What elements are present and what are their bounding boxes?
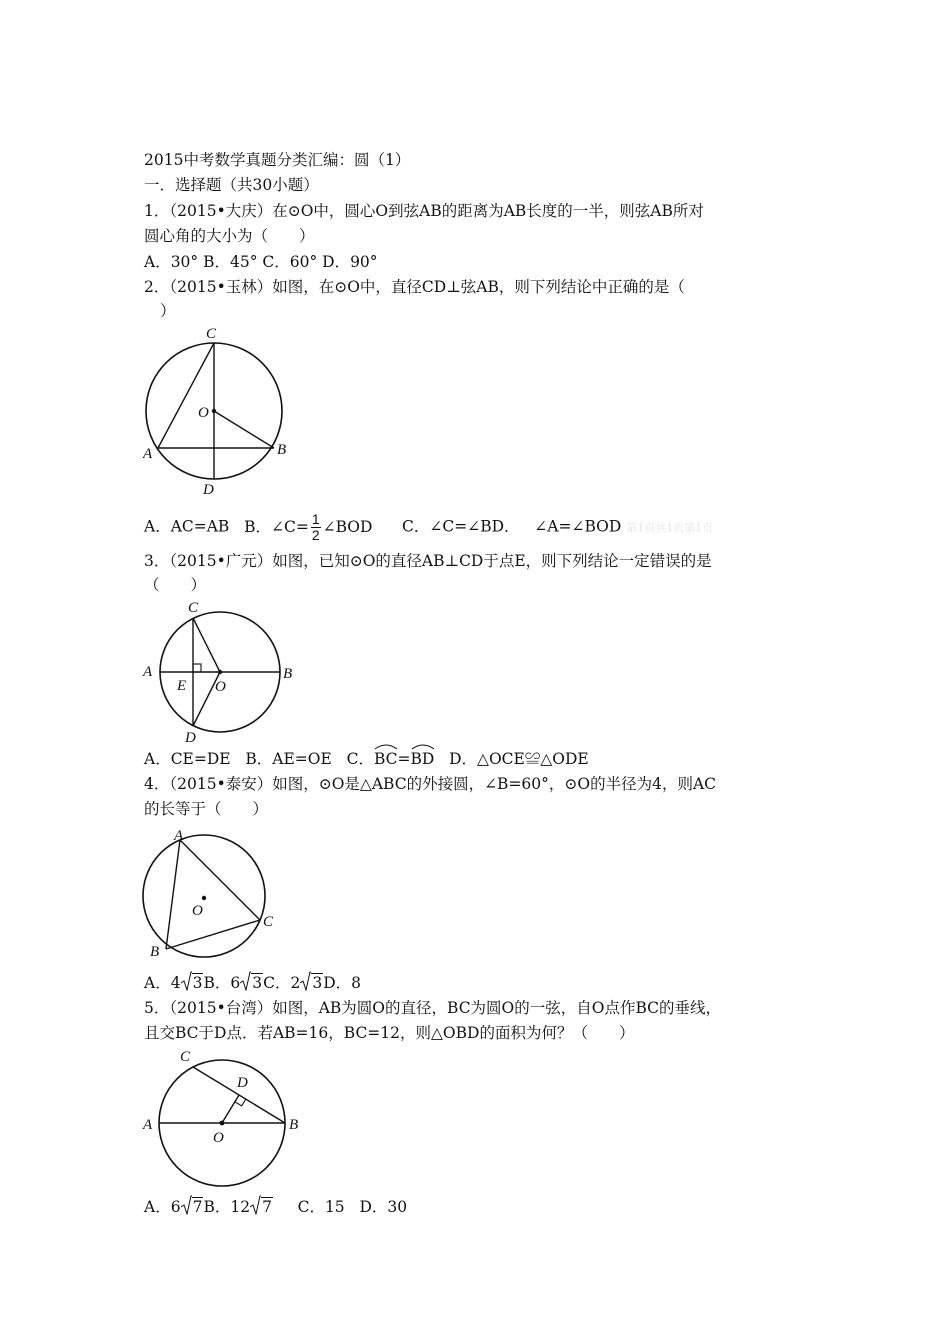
q3-option-b: B．AE=OE	[245, 750, 332, 768]
q4-label-b: B	[150, 944, 160, 960]
q3-figure	[138, 596, 300, 746]
q5-option-c: C．15	[297, 1198, 345, 1216]
q2-source: （2015•玉林）	[169, 278, 273, 296]
page-title: 2015中考数学真题分类汇编：圆（1）	[144, 151, 411, 169]
q4-sqrt-a	[181, 972, 204, 994]
radical-sign-icon	[240, 971, 251, 991]
question-1-options: A．30° B．45° C．60° D．90°	[144, 253, 378, 271]
q2-label-b: B	[277, 442, 287, 458]
q4-text: 如图，⊙O是△ABC的外接圆，∠B=60°，⊙O的半径为4，则AC	[272, 775, 717, 793]
q2-label-d: D	[203, 482, 214, 498]
q5-number: 5．	[144, 999, 170, 1017]
q5-label-b: B	[289, 1117, 299, 1133]
q4-label-c: C	[263, 914, 274, 930]
q2-fraction-denominator: 2	[311, 527, 320, 543]
q1-text: 在⊙O中，圆心O到弦AB的距离为AB长度的一半，则弦AB所对	[272, 202, 704, 220]
q4-option-b-prefix: B．6	[203, 974, 241, 992]
q3-label-d: D	[185, 730, 196, 746]
q3-arc-bd-label: BD	[410, 750, 435, 768]
q2-number: 2．	[144, 278, 170, 296]
q4-option-c-prefix: C．2	[263, 974, 301, 992]
q3-center-dot	[218, 670, 222, 674]
q5-option-d: D．30	[359, 1198, 408, 1216]
q3-source: （2015•广元）	[169, 552, 273, 570]
q5-sqrt-b	[250, 1196, 273, 1218]
q4-option-a	[144, 974, 203, 992]
q3-text: 如图，已知⊙O的直径AB⊥CD于点E，则下列结论一定错误的是	[272, 552, 712, 570]
q4-option-d: D．8	[323, 974, 361, 992]
question-2-line-2: ）	[160, 302, 176, 320]
q4-option-a-prefix: A．4	[144, 974, 181, 992]
q2-option-d: ∠A=∠BOD	[534, 517, 622, 536]
question-5-line-2: 且交BC于D点．若AB=16，BC=12，则△OBD的面积为何？（ ）	[144, 1024, 635, 1042]
q5-option-b-prefix: B．12	[203, 1198, 251, 1216]
q5-center-dot	[220, 1121, 225, 1126]
q5-figure	[138, 1044, 310, 1192]
q2-center-dot	[212, 409, 216, 413]
question-1-line-2: 圆心角的大小为（ ）	[144, 227, 315, 245]
q5-source: （2015•台湾）	[169, 999, 273, 1017]
q4-sqrt-c	[300, 972, 323, 994]
q4-figure	[138, 826, 286, 966]
arc-mark-icon	[411, 742, 435, 750]
q5-option-a	[144, 1198, 203, 1216]
question-2-line-1	[144, 276, 685, 298]
q2-fraction-numerator: 1	[311, 511, 320, 527]
q5-option-a-prefix: A．6	[144, 1198, 181, 1216]
q4-center-dot	[202, 896, 206, 900]
q2-option-b-prefix: B．∠C=	[244, 517, 309, 536]
q5-sqrt-a	[181, 1196, 204, 1218]
q2-segment-ac	[158, 343, 214, 448]
q3-right-angle-mark	[193, 664, 201, 672]
q2-label-o: O	[198, 405, 209, 421]
question-3-line-1	[144, 550, 712, 572]
q4-label-a: A	[174, 828, 184, 844]
q2-segment-ob	[214, 411, 274, 448]
q3-option-a: A．CE=DE	[144, 750, 231, 768]
radical-sign-icon	[181, 1195, 192, 1215]
q5-label-d: D	[237, 1075, 248, 1091]
q5-label-o: O	[213, 1130, 224, 1146]
question-4-line-2: 的长等于（ ）	[144, 800, 269, 818]
question-4-options	[144, 972, 361, 994]
q3-arc-bd	[411, 748, 435, 770]
q2-label-c: C	[206, 326, 217, 342]
q4-side-bc	[166, 920, 260, 949]
question-1-line-1	[144, 200, 704, 222]
q3-option-c-prefix: C．	[346, 750, 374, 768]
radical-sign-icon	[250, 1195, 261, 1215]
q5-radicand-b: 7	[262, 1198, 272, 1216]
q2-text: 如图，在⊙O中，直径CD⊥弦AB，则下列结论中正确的是（	[272, 278, 685, 296]
q3-number: 3．	[144, 552, 170, 570]
q5-perpendicular-od	[222, 1095, 239, 1123]
q3-label-o: O	[215, 679, 226, 695]
q4-side-ab	[166, 840, 180, 949]
question-3-options	[144, 748, 589, 770]
q3-option-d: D．△OCE≌△ODE	[449, 750, 589, 768]
q4-radicand-a: 3	[192, 974, 203, 992]
q2-figure	[138, 322, 298, 500]
q4-radicand-c: 3	[312, 974, 323, 992]
q5-option-b	[203, 1198, 273, 1216]
q4-label-o: O	[192, 903, 203, 919]
section-heading: 一．选择题（共30小题）	[144, 176, 319, 194]
q2-label-a: A	[143, 446, 153, 462]
question-4-line-1	[144, 773, 716, 795]
q3-label-e: E	[177, 678, 187, 694]
q4-sqrt-b	[240, 972, 263, 994]
question-3-line-2: （ ）	[144, 576, 207, 594]
question-5-line-1	[144, 997, 721, 1019]
q3-label-b: B	[283, 666, 293, 682]
q4-radicand-b: 3	[252, 974, 263, 992]
q2-option-a: A．AC=AB	[144, 517, 230, 536]
q1-source: （2015•大庆）	[169, 202, 273, 220]
q5-label-c: C	[180, 1049, 191, 1065]
q2-faint-watermark: 第1页共1页第1页	[626, 521, 714, 535]
q4-number: 4．	[144, 775, 170, 793]
q3-label-a: A	[143, 664, 153, 680]
q3-arc-bc	[374, 748, 398, 770]
q5-text: 如图，AB为圆O的直径，BC为圆O的一弦，自O点作BC的垂线，	[272, 999, 722, 1017]
q3-arc-bc-label: BC	[373, 750, 398, 768]
q2-option-c: C．∠C=∠BD．	[402, 517, 520, 536]
q4-option-b	[203, 974, 263, 992]
q4-source: （2015•泰安）	[169, 775, 273, 793]
q2-option-b	[244, 511, 373, 543]
q5-radicand-a: 7	[192, 1198, 203, 1216]
q5-label-a: A	[143, 1117, 153, 1133]
arc-mark-icon	[374, 742, 398, 750]
q3-arc-equals: =	[397, 750, 411, 768]
q4-option-c	[263, 974, 323, 992]
question-5-options	[144, 1196, 407, 1218]
question-2-options	[144, 512, 713, 543]
q2-option-b-suffix: ∠BOD	[322, 517, 373, 536]
q2-fraction	[311, 512, 321, 543]
radical-sign-icon	[300, 971, 311, 991]
q1-number: 1．	[144, 202, 170, 220]
radical-sign-icon	[181, 971, 192, 991]
q3-option-c	[347, 750, 435, 768]
q3-label-c: C	[188, 600, 199, 616]
